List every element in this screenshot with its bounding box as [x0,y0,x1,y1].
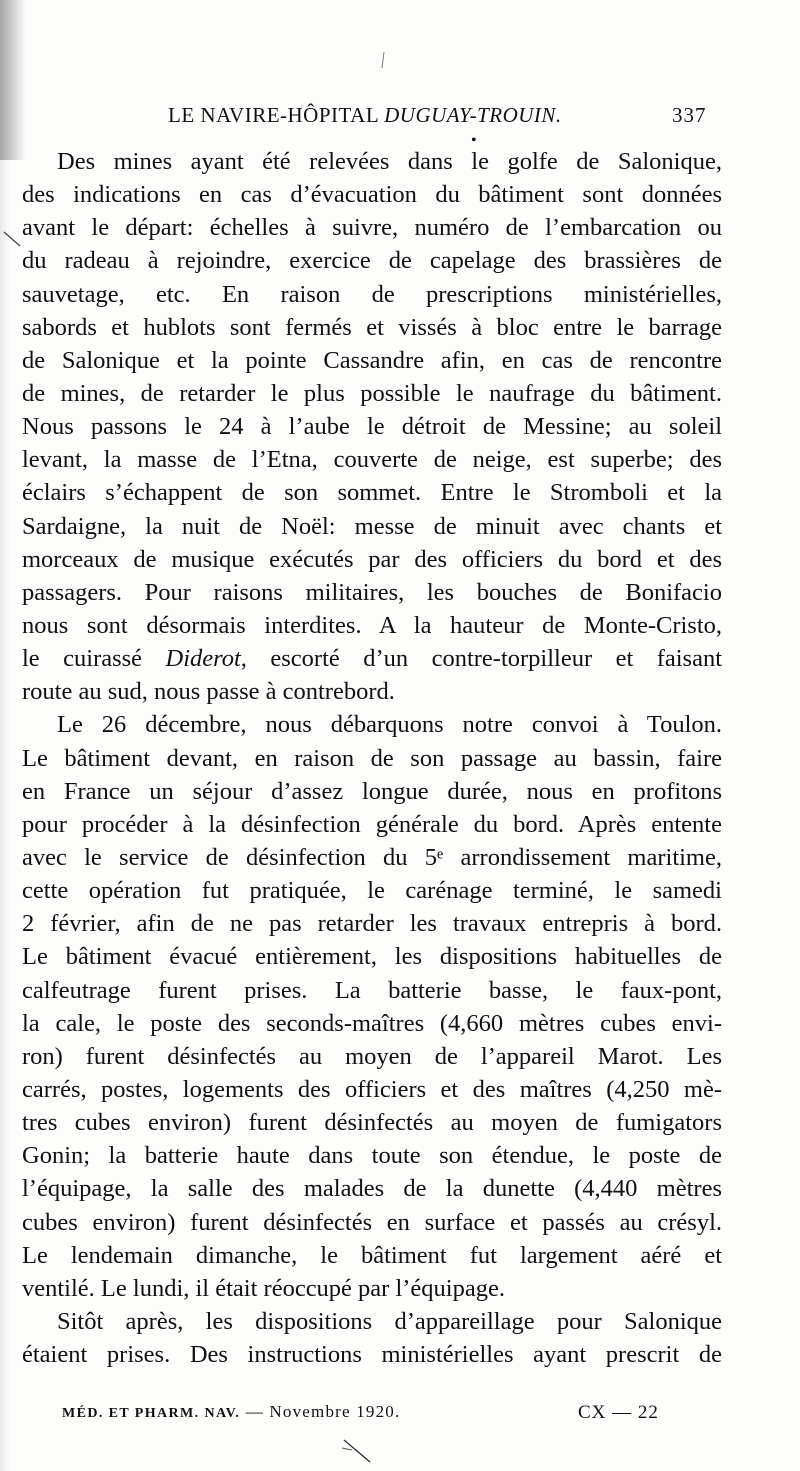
text-line: cette opération fut pratiquée, le carénage terminé, le samedi [22,877,722,905]
ink-speck [378,50,388,70]
text-line [22,642,722,675]
ink-scratch [340,1436,380,1466]
text-line: 2 février, afin de ne pas retarder les travaux entrepris à bord. [22,910,722,938]
text-line-segment: le cuirassé [22,645,166,673]
page-number: 337 [672,103,707,127]
text-line: Sitôt après, les dispositions d’appareillage pour Salonique [57,1307,722,1335]
text-line: pour procéder à la désinfection générale du bord. Après entente [22,810,722,838]
running-head-title [168,103,562,128]
text-line: tres cubes environ) furent désinfectés au moyen de fumigators [22,1109,722,1137]
text-line: Le bâtiment devant, en raison de son passage au bassin, faire [22,744,722,772]
text-line: ventilé. Le lundi, il était réoccupé par l’équipage. [22,1274,505,1302]
body-text [22,145,722,1371]
text-line: levant, la masse de l’Etna, couverte de neige, est superbe; des [22,446,722,474]
running-head-title-italic: DUGUAY-TROUIN. [384,103,562,127]
text-line: étaient prises. Des instructions ministérielles ayant prescrit de [22,1341,722,1369]
text-line: passagers. Pour raisons militaires, les bouches de Bonifacio [22,578,722,606]
text-line: sauvetage, etc. En raison de prescriptions ministérielles, [22,280,722,308]
text-line: morceaux de musique exécutés par des officiers du bord et des [22,545,722,573]
text-line: Le lendemain dimanche, le bâtiment fut largement aéré et [22,1241,722,1269]
text-line: des indications en cas d’évacuation du bâtiment sont données [22,181,722,209]
text-line: de mines, de retarder le plus possible le naufrage du bâtiment. [22,379,722,407]
margin-pencil-mark [2,230,24,250]
text-line: route au sud, nous passe à contrebord. [22,678,395,706]
text-line-segment: escorté d’un contre-torpilleur et faisant [246,645,722,673]
text-line: en France un séjour d’assez longue durée, nous en profitons [22,777,722,805]
text-line: carrés, postes, logements des officiers et des maîtres (4,250 mè- [22,1075,722,1103]
footer-journal [62,1402,400,1422]
text-line: du radeau à rejoindre, exercice de capelage des brassières de [22,247,722,275]
text-line: l’équipage, la salle des malades de la dunette (4,440 mètres [22,1175,722,1203]
text-line: nous sont désormais interdites. A la hauteur de Monte-Cristo, [22,611,722,639]
text-line: avant le départ: échelles à suivre, numéro de l’embarcation ou [22,214,722,242]
bullet-mark: • [471,132,477,149]
footer-signature: CX — 22 [578,1402,659,1423]
text-line: éclairs s’échappent de son sommet. Entre le Stromboli et la [22,479,722,507]
ship-name-italic: Diderot, [165,645,247,673]
text-line: calfeutrage furent prises. La batterie basse, le faux-pont, [22,976,722,1004]
text-line: Sardaigne, la nuit de Noël: messe de minuit avec chants et [22,512,722,540]
footer-date: Novembre 1920. [269,1402,401,1421]
page-footer [0,1402,800,1432]
text-line: Gonin; la batterie haute dans toute son étendue, le poste de [22,1142,722,1170]
footer-journal-abbrev: MÉD. ET PHARM. NAV. [62,1406,241,1421]
scan-edge-shadow [0,0,26,160]
footer-dash: — [240,1402,270,1421]
scan-edge-shadow-lower [0,160,10,1471]
text-line: la cale, le poste des seconds-maîtres (4,660 mètres cubes envi- [22,1009,722,1037]
text-line: de Salonique et la pointe Cassandre afin, en cas de rencontre [22,346,722,374]
running-head [0,103,800,135]
text-line: Le bâtiment évacué entièrement, les dispositions habituelles de [22,943,722,971]
running-head-title-roman: LE NAVIRE-HÔPITAL [168,103,385,127]
text-line: avec le service de désinfection du 5ᵉ arrondissement maritime, [22,843,722,871]
text-line: sabords et hublots sont fermés et vissés à bloc entre le barrage [22,313,722,341]
text-line: Nous passons le 24 à l’aube le détroit de Messine; au soleil [22,413,722,441]
text-line: Des mines ayant été relevées dans le golfe de Salonique, [57,148,722,175]
text-line: cubes environ) furent désinfectés en surface et passés au crésyl. [22,1208,722,1236]
text-line: Le 26 décembre, nous débarquons notre convoi à Toulon. [57,711,722,739]
text-line: ron) furent désinfectés au moyen de l’appareil Marot. Les [22,1042,722,1070]
